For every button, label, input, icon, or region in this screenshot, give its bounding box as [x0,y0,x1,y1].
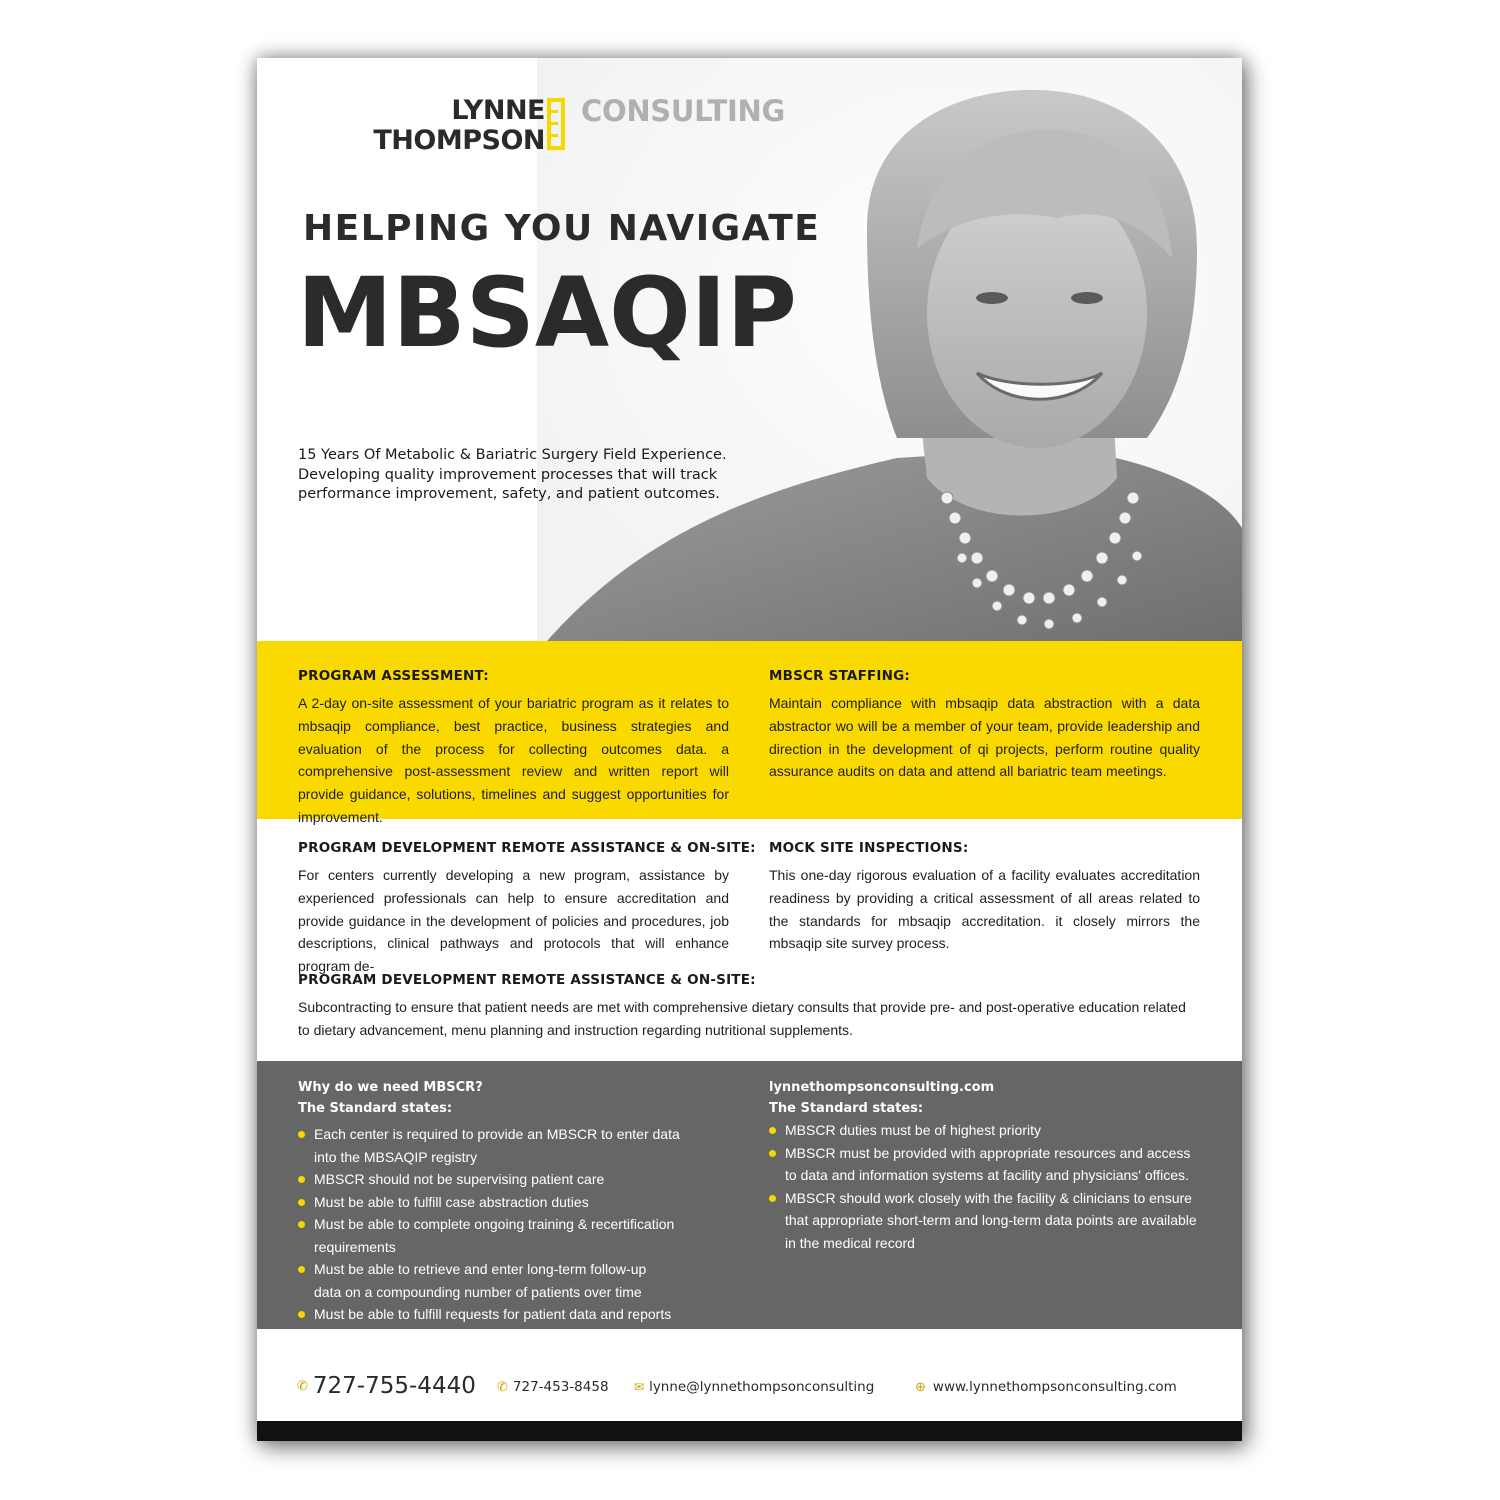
program-development-title: PROGRAM DEVELOPMENT REMOTE ASSISTANCE & ON-SITE: [298,840,756,856]
why-right-subtitle: The Standard states: [769,1101,924,1116]
mbscr-staffing-body: Maintain compliance with mbsaqip data abstraction with a data abstractor wo will be a member of your team, provide leadership and direction in the development of qi projects, perform routine quality assurance audits on data and attend all bariatric team meetings. [769,695,1200,780]
mbscr-staffing-title: MBSCR STAFFING: [769,668,911,684]
why-left-list [298,1123,758,1326]
why-left-title: Why do we need MBSCR? [298,1080,483,1095]
website-link[interactable] [915,1379,1177,1395]
mock-site-title: MOCK SITE INSPECTIONS: [769,840,969,856]
envelope-icon: ✉ [634,1380,645,1394]
logo-line2: THOMPSON [373,125,545,156]
logo-name [373,96,545,156]
footer-contacts [297,1373,1207,1406]
list-item: MBSCR must be provided with appropriate resources and access to data and information systems at facility and physicians' offices. [769,1142,1201,1187]
phone-alt[interactable] [497,1379,609,1395]
list-item: Must be able to fulfill requests for patient data and reports [298,1303,758,1326]
program-assessment-section [298,668,729,829]
list-item: Must be able to retrieve and enter long-term follow-up data on a compounding number of patients over time [298,1258,674,1303]
list-item: Each center is required to provide an MBSCR to enter data into the MBSAQIP registry [298,1123,694,1168]
headline: HELPING YOU NAVIGATE [303,208,821,249]
phone-alt-text: 727-453-8458 [512,1379,609,1395]
logo-ruler-icon [547,98,565,150]
yellow-band [257,641,1242,825]
list-item: MBSCR should not be supervising patient care [298,1168,758,1191]
program-development-2-title: PROGRAM DEVELOPMENT REMOTE ASSISTANCE & ON-SITE: [298,972,756,988]
logo-line1: LYNNE [451,95,545,126]
program-assessment-body: A 2-day on-site assessment of your bariatric program as it relates to mbsaqip compliance, best practice, business strategies and evaluation of the process for collecting outcomes data. a comprehensive post-assessment review and written report will provide guidance, solutions, timelines and suggest opportunities for improvement. [298,695,729,825]
phone-main[interactable] [297,1373,476,1399]
why-right-column [769,1077,1201,1254]
why-right-list [769,1119,1201,1254]
flyer-page [257,58,1242,1441]
list-item: Must be able to complete ongoing training & recertification requirements [298,1213,758,1258]
why-left-subtitle: The Standard states: [298,1101,453,1116]
why-right-title: lynnethompsonconsulting.com [769,1080,995,1095]
program-assessment-title: PROGRAM ASSESSMENT: [298,668,489,684]
company-logo [301,94,785,156]
why-left-column [298,1077,758,1326]
phone-main-text: 727-755-4440 [312,1373,476,1399]
program-development-body: For centers currently developing a new program, assistance by experienced professionals can help to ensure accreditation and provide guidance in the development of policies and procedures, job descriptions, clinical pathways and protocols that will enhance program de- [298,867,729,975]
phone-icon: ✆ [297,1378,308,1394]
logo-consulting: CONSULTING [581,94,785,128]
globe-icon: ⊕ [915,1379,926,1395]
mock-site-section [769,840,1200,955]
mock-site-body: This one-day rigorous evaluation of a facility evaluates accreditation readiness by providing a critical assessment of all areas related to the standards for mbsaqip accreditation. it closely mirrors the mbsaqip site survey process. [769,867,1200,952]
program-development-2-section [298,972,1201,1042]
email-text: lynne@lynnethompsonconsulting [649,1379,875,1395]
intro-text: 15 Years Of Metabolic & Bariatric Surgery Field Experience. Developing quality improvement processes that will track performance improvement, safety, and patient outcomes. [298,447,727,502]
list-item: MBSCR should work closely with the facility & clinicians to ensure that appropriate short-term and long-term data points are available in the medical record [769,1187,1201,1255]
list-item: Must be able to fulfill case abstraction duties [298,1191,758,1214]
bottom-bar [257,1421,1242,1441]
email-link[interactable] [634,1379,874,1395]
mbscr-staffing-section [769,668,1200,783]
phone-icon: ✆ [497,1379,508,1395]
list-item: MBSCR duties must be of highest priority [769,1119,1201,1142]
program-development-2-body: Subcontracting to ensure that patient needs are met with comprehensive dietary consults that provide pre- and post-operative education related to dietary advancement, menu planning and instruction regarding nutritional supplements. [298,999,1186,1038]
gray-band [257,1061,1242,1329]
website-text: www.lynnethompsonconsulting.com [932,1379,1177,1395]
big-title: MBSAQIP [297,257,797,369]
program-development-section [298,840,756,978]
